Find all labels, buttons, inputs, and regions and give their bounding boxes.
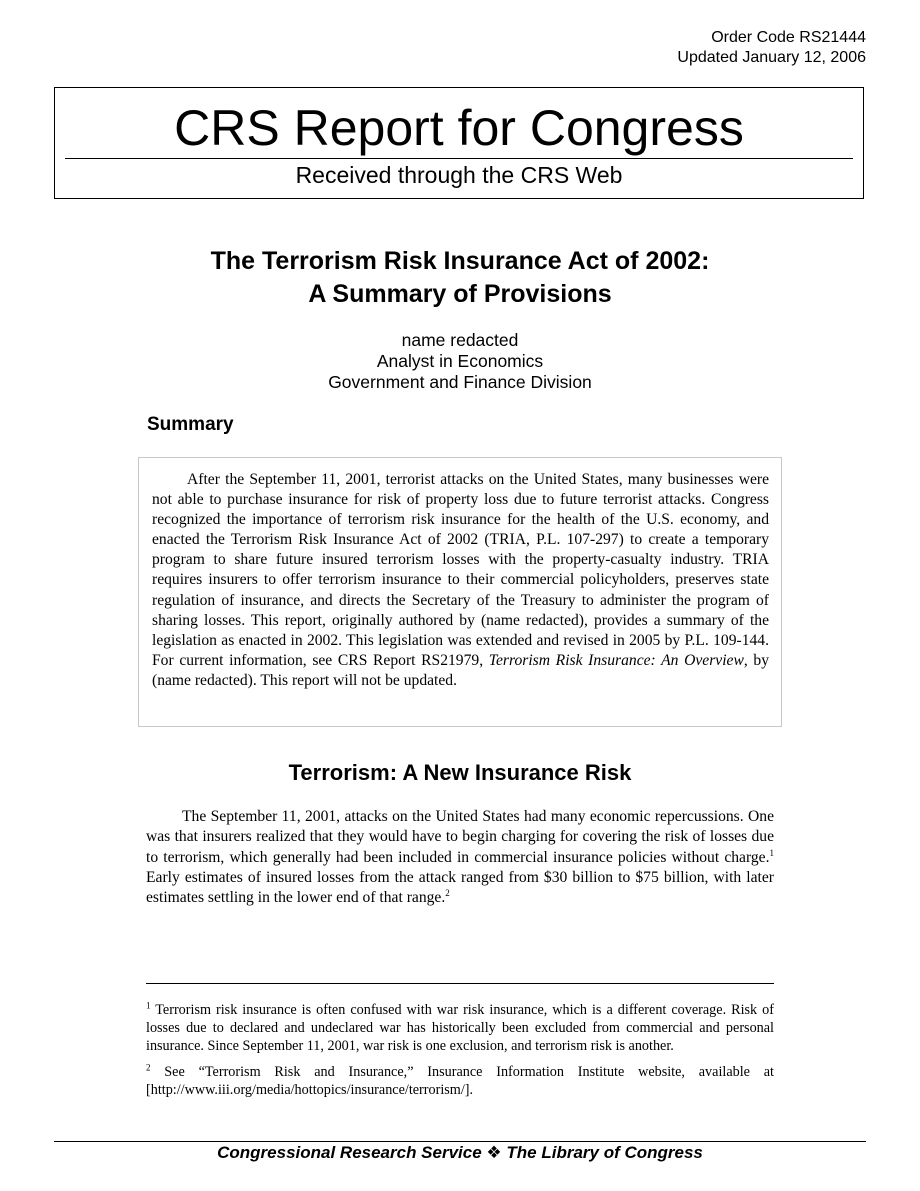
summary-heading: Summary [147, 414, 234, 435]
footnote-1 [146, 1001, 774, 1056]
footnotes [146, 1001, 774, 1106]
summary-paragraph-end: , by (name redacted). This report will not be updated. [152, 651, 770, 689]
author-block [0, 330, 920, 393]
author-title: Analyst in Economics [376, 351, 544, 371]
footnote-2-number: 2 [146, 1061, 151, 1072]
summary-text [152, 470, 769, 691]
banner-subtitle: Received through the CRS Web [295, 162, 623, 188]
footnote-ref-2[interactable]: 2 [445, 888, 450, 898]
footnote-ref-1[interactable]: 1 [769, 847, 774, 858]
footer-separator-icon: ❖ [486, 1143, 502, 1162]
crs-banner [54, 87, 864, 199]
footer [0, 1143, 920, 1163]
author-division: Government and Finance Division [328, 372, 592, 392]
footnote-2 [146, 1063, 774, 1099]
body-paragraph: The September 11, 2001, attacks on the United States had many economic repercussions. One was that insurers realized that they would have to begin charging for covering the risk of losses due to terrorism, which generally had been included in commercial insurance policies without charge.$^1$ Early estimates of insured losses from the attack ranged from $30 billion to $75 billion, with later estimates settling in the lower end of that range.$^2$ [146, 808, 774, 907]
title-line-2: A Summary of Provisions [308, 280, 612, 308]
author-name: name redacted [401, 330, 519, 350]
banner-divider [65, 158, 853, 159]
document-title [0, 245, 920, 311]
order-code-block [677, 28, 866, 68]
footnote-1-text: Terrorism risk insurance is often confused with war risk insurance, which is a different coverage. Risk of losses due to declared and undeclared war has historically been excluded from commercial and personal insurance. Since September 11, 2001, war risk is one exclusion, and terrorism risk is another. [146, 1002, 774, 1055]
order-code: Order Code RS21444 [711, 29, 866, 46]
footer-loc: The Library of Congress [506, 1143, 703, 1162]
footnote-2-text: See “Terrorism Risk and Insurance,” Insurance Information Institute website, available at [http://www.iii.org/media/hottopics/insurance/terrorism/]. [146, 1063, 774, 1098]
footnote-divider [146, 983, 774, 984]
footnote-1-number: 1 [146, 1000, 151, 1011]
body-text [146, 807, 774, 908]
footer-crs: Congressional Research Service [217, 1143, 482, 1162]
updated-date: Updated January 12, 2006 [677, 49, 866, 66]
cited-report-title: Terrorism Risk Insurance: An Overview [488, 651, 744, 669]
title-line-1: The Terrorism Risk Insurance Act of 2002: [210, 247, 710, 275]
section-heading: Terrorism: A New Insurance Risk [288, 760, 632, 785]
footer-divider [54, 1141, 866, 1142]
summary-paragraph: After the September 11, 2001, terrorist attacks on the United States, many businesses were not able to purchase insurance for risk of property loss due to future terrorist attacks. Congress recognized the importance of terrorism risk insurance for the health of the U.S. economy, and enacted the Terrorism Risk Insurance Act of 2002 (TRIA, P.L. 107-297) to create a temporary program to share future insured terrorism losses with the property-casualty industry. TRIA requires insurers to offer terrorism insurance to their commercial policyholders, preserves state regulation of insurance, and directs the Secretary of the Treasury to administer the program of sharing losses. This report, originally authored by (name redacted), provides a summary of the legislation as enacted in 2002. This legislation was extended and revised in 2005 by P.L. 109-144. For current information, see CRS Report RS21979, [152, 471, 769, 669]
banner-title: CRS Report for Congress [174, 100, 744, 156]
